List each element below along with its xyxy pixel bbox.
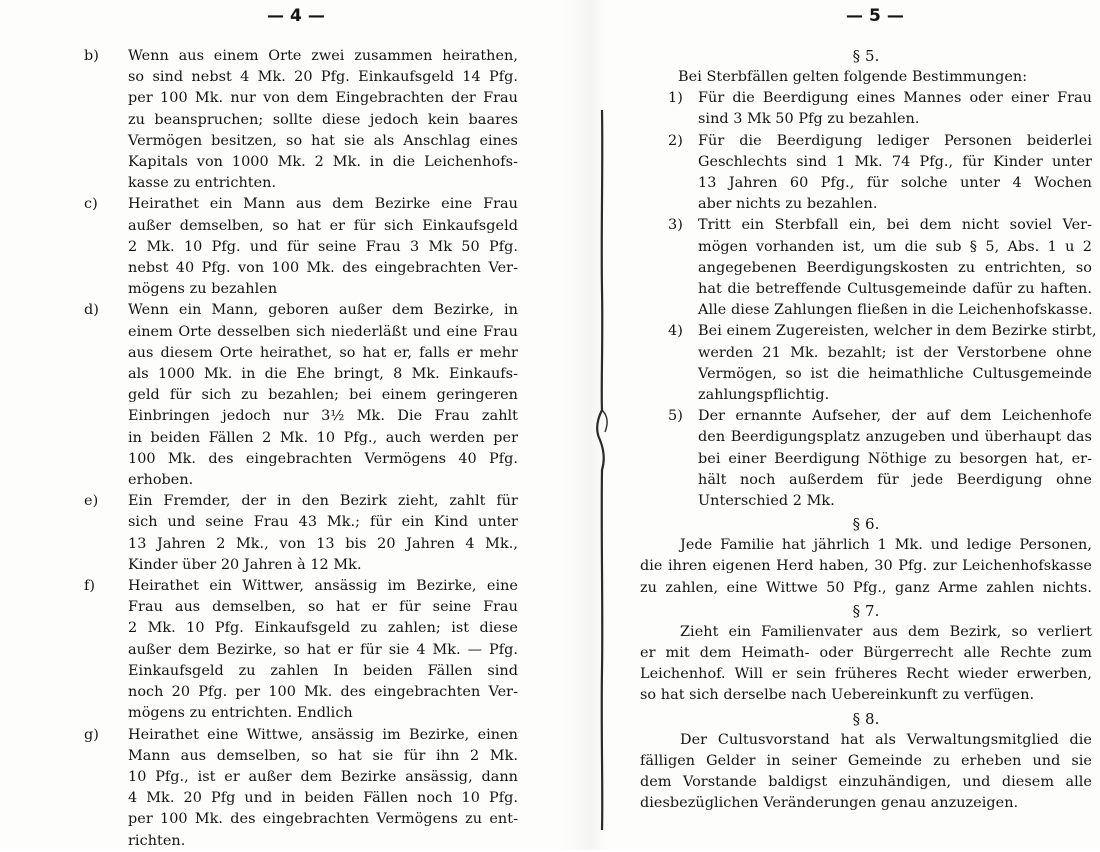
rule-1 bbox=[640, 88, 1092, 130]
section-heading-7: § 7. bbox=[852, 601, 880, 620]
text-line: Einkaufsgeld zu zahlen In beiden Fällen sind bbox=[128, 662, 518, 679]
section-6-text bbox=[640, 535, 1092, 599]
text-line: Vermögen, so ist die heimathliche Cultusgemeinde bbox=[698, 365, 1092, 382]
text-line: Heirathet ein Wittwer, ansässig im Bezirke, eine bbox=[128, 578, 518, 595]
rule-4 bbox=[640, 321, 1097, 406]
clause-d bbox=[86, 300, 518, 491]
text-line: erhoben. bbox=[128, 472, 194, 489]
section-8-text bbox=[640, 730, 1092, 815]
text-line: Für die Beerdigung eines Mannes oder einer Frau bbox=[698, 90, 1092, 107]
text-line: einem Orte desselben sich niederläßt und eine Frau bbox=[128, 323, 518, 340]
text-line: 100 Mk. des eingebrachten Vermögens 40 Pfg. bbox=[128, 450, 518, 467]
text-line: sich und seine Frau 43 Mk.; für ein Kind unter bbox=[128, 514, 518, 531]
text-line: Ein Fremder, der in den Bezirk zieht, zahlt für bbox=[128, 493, 518, 510]
text-line: Unterschied 2 Mk. bbox=[698, 493, 835, 510]
clause-label: f) bbox=[84, 578, 96, 595]
rule-label: 2) bbox=[668, 132, 683, 149]
section-5-intro bbox=[640, 67, 1092, 88]
text-line: er mit dem Heimath- oder Bürgerrecht alle Rechte zum bbox=[640, 645, 1092, 662]
section-heading-8: § 8. bbox=[852, 709, 880, 728]
page-number-left: — 4 — bbox=[267, 6, 325, 26]
clause-label: g) bbox=[84, 726, 99, 743]
text-line: außer dem Bezirke, so hat er für sie 4 Mk. — Pfg. bbox=[128, 641, 518, 658]
text-line: werden 21 Mk. bezahlt; ist der Verstorbene ohne bbox=[698, 344, 1092, 361]
clause-e bbox=[86, 491, 518, 576]
text-line: kasse zu entrichten. bbox=[128, 175, 277, 192]
text-line: Einbringen jedoch nur 3½ Mk. Die Frau zahlt bbox=[128, 408, 518, 425]
left-page-body bbox=[86, 46, 518, 852]
text-line: Tritt ein Sterbfall ein, bei dem nicht soviel Ver- bbox=[698, 217, 1092, 234]
text-line: Alle diese Zahlungen fließen in die Leichenhofskasse. bbox=[698, 302, 1093, 319]
text-line: Frau aus demselben, so hat er für seine Frau bbox=[128, 599, 518, 616]
text-line: Heirathet eine Wittwe, ansässig im Bezirke, einen bbox=[128, 726, 518, 743]
text-line: diesbezüglichen Veränderungen genau anzuzeigen. bbox=[640, 795, 1019, 812]
text-line: 2 Mk. 10 Pfg. Einkaufsgeld zu zahlen; ist diese bbox=[128, 620, 518, 637]
text-line: außer demselben, so hat er für sich Einkaufsgeld bbox=[128, 217, 518, 234]
text-line: in beiden Fällen 2 Mk. 10 Pfg., auch werden per bbox=[128, 429, 518, 446]
text-line: Geschlechts sind 1 Mk. 74 Pfg., für Kinder unter bbox=[698, 153, 1092, 170]
clause-label: c) bbox=[84, 196, 98, 213]
text-line: hält noch außerdem für jede Beerdigung ohne bbox=[698, 471, 1092, 488]
text-line: geld für sich zu bezahlen; bei einem geringeren bbox=[128, 387, 518, 404]
text-line: aus diesem Orte heirathet, so hat er, falls er mehr bbox=[128, 344, 518, 361]
clause-b bbox=[86, 46, 518, 194]
text-line: Wenn aus einem Orte zwei zusammen heirathen, bbox=[128, 48, 518, 64]
text-line: Leichenhof. Will er sein früheres Recht wieder erwerben, bbox=[640, 666, 1092, 683]
rule-label: 4) bbox=[668, 323, 683, 340]
text-line: dem Vorstande baldigst einzuhändigen, und diesem alle bbox=[640, 774, 1092, 791]
text-line: fälligen Gelder in seiner Gemeinde zu erheben und sie bbox=[640, 752, 1092, 769]
text-line: zahlungspflichtig. bbox=[698, 387, 830, 404]
text-line: bei einer Beerdigung Nöthige zu besorgen hat, er- bbox=[698, 450, 1092, 467]
text-line: den Beerdigungsplatz anzugeben und überhaupt das bbox=[698, 429, 1092, 446]
text-line: noch 20 Pfg. per 100 Mk. des eingebrachten Ver- bbox=[128, 684, 518, 701]
rule-label: 5) bbox=[668, 408, 683, 425]
clause-label: b) bbox=[84, 48, 99, 64]
text-line: 13 Jahren 60 Pfg., für solche unter 4 Wochen bbox=[698, 175, 1092, 192]
section-heading-5: § 5. bbox=[852, 47, 880, 65]
clause-label: e) bbox=[84, 493, 99, 510]
clause-f bbox=[86, 576, 518, 724]
text-line: als 1000 Mk. in die Ehe bringt, 8 Mk. Einkaufs- bbox=[128, 366, 518, 383]
text-line: richten. bbox=[128, 832, 186, 849]
text-line: mögens zu entrichten. Endlich bbox=[128, 705, 353, 722]
text-line: 2 Mk. 10 Pfg. und für seine Frau 3 Mk 50 Pfg. bbox=[128, 238, 518, 255]
page-number-right: — 5 — bbox=[846, 6, 904, 26]
text-line: angegebenen Beerdigungskosten zu entrichten, so bbox=[698, 259, 1092, 276]
text-line: Der ernannte Aufseher, der auf dem Leichenhofe bbox=[698, 408, 1092, 425]
text-line: Mann aus demselben, so hat sie für ihn 2 Mk. bbox=[128, 747, 518, 764]
text-line: Bei Sterbfällen gelten folgende Bestimmungen: bbox=[678, 69, 1028, 85]
text-line: zu zahlen, eine Wittwe 50 Pfg., ganz Arme zahlen nichts. bbox=[640, 579, 1092, 596]
rule-5 bbox=[640, 406, 1092, 512]
text-line: per 100 Mk. nur von dem Eingebrachten der Frau bbox=[128, 90, 518, 107]
clause-c bbox=[86, 194, 518, 300]
text-line: Kinder über 20 Jahren à 12 Mk. bbox=[128, 556, 362, 573]
text-line: Heirathet ein Mann aus dem Bezirke eine Frau bbox=[128, 196, 518, 213]
text-line: Jede Familie hat jährlich 1 Mk. und ledige Personen, bbox=[680, 537, 1092, 554]
clause-label: d) bbox=[84, 302, 99, 319]
text-line: mögen vorhanden ist, um die sub § 5, Abs. 1 u 2 bbox=[698, 238, 1092, 255]
text-line: Kapitals von 1000 Mk. 2 Mk. in die Leichenhofs- bbox=[128, 154, 518, 171]
text-line: die ihren eigenen Herd haben, 30 Pfg. zur Leichenhofskasse bbox=[640, 558, 1092, 575]
text-line: zu beanspruchen; sollte diese jedoch kein baares bbox=[128, 111, 518, 128]
right-page bbox=[640, 0, 1097, 850]
binding-thread bbox=[593, 110, 611, 830]
right-page-body bbox=[640, 44, 1097, 815]
rule-label: 1) bbox=[668, 90, 683, 107]
text-line: hat die betreffende Cultusgemeinde dafür zu haften. bbox=[698, 281, 1092, 298]
rule-3 bbox=[640, 215, 1092, 321]
text-line: so sind nebst 4 Mk. 20 Pfg. Einkaufsgeld 14 Pfg. bbox=[128, 69, 518, 86]
text-line: per 100 Mk. des eingebrachten Vermögens zu ent- bbox=[128, 811, 518, 828]
text-line: 4 Mk. 20 Pfg und in beiden Fällen noch 10 Pfg. bbox=[128, 790, 518, 807]
text-line: mögens zu bezahlen bbox=[128, 281, 278, 298]
section-heading-6: § 6. bbox=[852, 515, 880, 534]
text-line: Vermögen besitzen, so hat sie als Anschlag eines bbox=[128, 132, 518, 149]
text-line: Bei einem Zugereisten, welcher in dem Bezirke stirbt, bbox=[698, 323, 1097, 340]
text-line: 10 Pfg., ist er außer dem Bezirke ansässig, dann bbox=[128, 768, 518, 785]
left-page bbox=[86, 0, 518, 850]
rule-2 bbox=[640, 131, 1092, 216]
section-7-text bbox=[640, 622, 1092, 707]
text-line: Zieht ein Familienvater aus dem Bezirk, so verliert bbox=[680, 623, 1092, 640]
text-line: Der Cultusvorstand hat als Verwaltungsmitglied die bbox=[680, 731, 1092, 748]
text-line: aber nichts zu bezahlen. bbox=[698, 196, 878, 213]
clause-g bbox=[86, 725, 518, 852]
text-line: Für die Beerdigung lediger Personen beiderlei bbox=[698, 132, 1092, 149]
text-line: 13 Jahren 2 Mk., von 13 bis 20 Jahren 4 Mk., bbox=[128, 535, 518, 552]
text-line: sind 3 Mk 50 Pfg zu bezahlen. bbox=[698, 111, 920, 128]
text-line: nebst 40 Pfg. von 100 Mk. des eingebrachten Ver- bbox=[128, 260, 518, 277]
text-line: Wenn ein Mann, geboren außer dem Bezirke, in bbox=[128, 302, 518, 319]
rule-label: 3) bbox=[668, 217, 683, 234]
text-line: so hat sich derselbe nach Uebereinkunft zu verfügen. bbox=[640, 687, 1035, 704]
